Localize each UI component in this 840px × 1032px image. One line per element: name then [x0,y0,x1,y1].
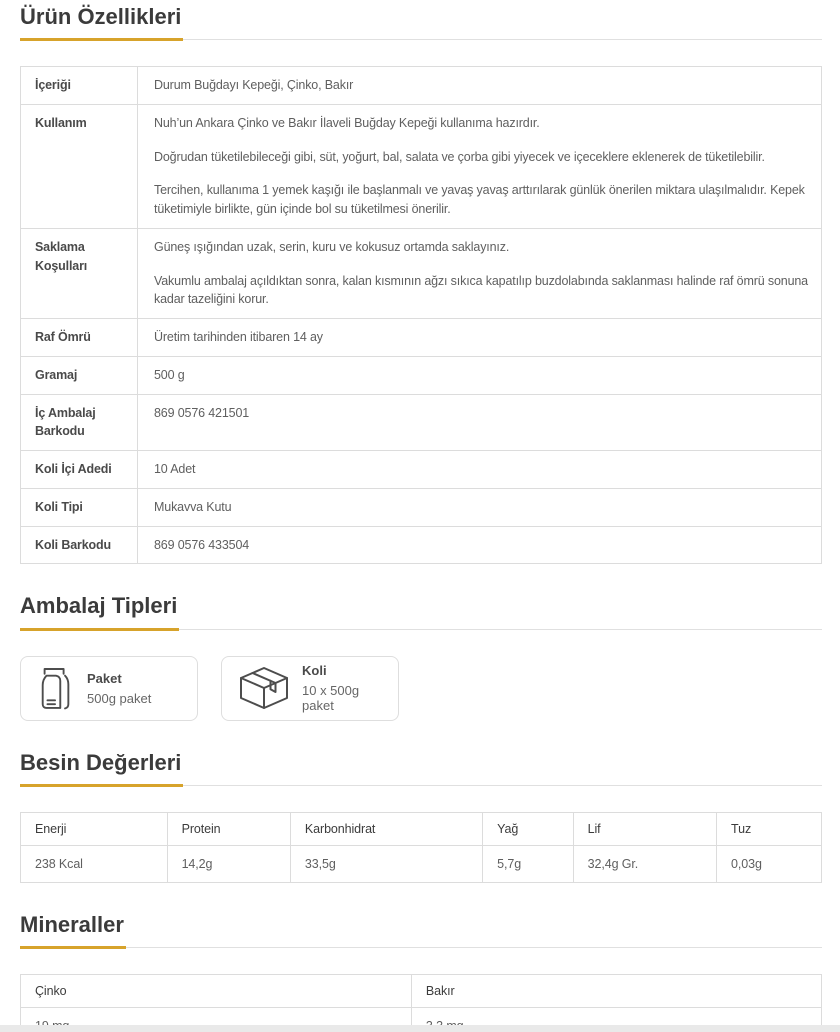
package-types-title: Ambalaj Tipleri [20,594,179,630]
cell-value: 33,5g [290,845,482,882]
product-features-title: Ürün Özellikleri [20,5,183,41]
column-header: Karbonhidrat [290,812,482,845]
row-label: Raf Ömrü [21,319,138,357]
table-row [21,319,822,357]
row-value: 10 Adet [138,451,822,489]
table-row [21,488,822,526]
minerals-title: Mineraller [20,913,126,949]
section-minerals-heading [20,913,822,948]
row-label: Saklama Koşulları [21,228,138,318]
cell-value: 14,2g [167,845,290,882]
nutrition-header-row [21,812,822,845]
table-row [21,104,822,228]
product-features-table [20,66,822,564]
row-value: 869 0576 421501 [138,394,822,451]
column-header: Enerji [21,812,168,845]
footer-strip [0,1025,840,1032]
column-header: Protein [167,812,290,845]
column-header: Lif [573,812,716,845]
section-product-features-heading [20,5,822,40]
row-value: Güneş ışığından uzak, serin, kuru ve kokusuz ortamda saklayınız. Vakumlu ambalaj açıldıktan sonra, kalan kısmının ağzı sıkıca kapatılıp buzdolabında saklanması halinde raf ömrü sonuna kadar tazeliğini korur. [138,228,822,318]
row-label: İçeriği [21,67,138,105]
section-package-types-heading [20,594,822,629]
nutrition-title: Besin Değerleri [20,751,183,787]
cell-value: 32,4g Gr. [573,845,716,882]
cell-value: 0,03g [717,845,822,882]
row-label: Kullanım [21,104,138,228]
card-subtitle: 10 x 500g paket [302,683,360,714]
cell-value: 238 Kcal [21,845,168,882]
column-header: Tuz [717,812,822,845]
row-label: Koli İçi Adedi [21,451,138,489]
card-text [302,663,388,713]
column-header: Çinko [21,975,412,1008]
row-value: Durum Buğdayı Kepeği, Çinko, Bakır [138,67,822,105]
nutrition-table [20,812,822,883]
card-title: Paket [87,670,122,686]
row-value: Mukavva Kutu [138,488,822,526]
card-text [87,671,151,706]
package-type-cards [20,656,822,721]
package-card-paket [20,656,198,721]
minerals-header-row [21,975,822,1008]
heading-divider [20,947,822,948]
row-label: Gramaj [21,356,138,394]
table-row [21,356,822,394]
row-value: 869 0576 433504 [138,526,822,564]
nutrition-value-row [21,845,822,882]
section-nutrition-heading [20,751,822,786]
column-header: Bakır [411,975,821,1008]
cell-value: 5,7g [483,845,574,882]
column-header: Yağ [483,812,574,845]
carton-box-icon [238,665,290,711]
card-title: Koli [302,663,327,679]
table-row [21,526,822,564]
row-value: 500 g [138,356,822,394]
table-row [21,451,822,489]
card-subtitle: 500g paket [87,690,152,706]
package-bag-icon [37,665,75,711]
table-row [21,67,822,105]
row-label: Koli Tipi [21,488,138,526]
row-value: Nuh’un Ankara Çinko ve Bakır İlaveli Buğday Kepeği kullanıma hazırdır. Doğrudan tüketilebileceği gibi, süt, yoğurt, bal, salata ve çorba gibi yiyecek ve içeceklere eklenerek de tüketilebilir. Tercihen, kullanıma 1 yemek kaşığı ile başlanmalı ve yavaş yavaş arttırılarak günlük önerilen miktara ulaşılmalıdır. Kepek tüketimiyle birlikte, gün içinde bol su tüketilmesi önerilir. [138,104,822,228]
row-label: İç Ambalaj Barkodu [21,394,138,451]
table-row [21,228,822,318]
row-value: Üretim tarihinden itibaren 14 ay [138,319,822,357]
package-card-koli [221,656,399,721]
minerals-table [20,974,822,1032]
row-label: Koli Barkodu [21,526,138,564]
table-row [21,394,822,451]
